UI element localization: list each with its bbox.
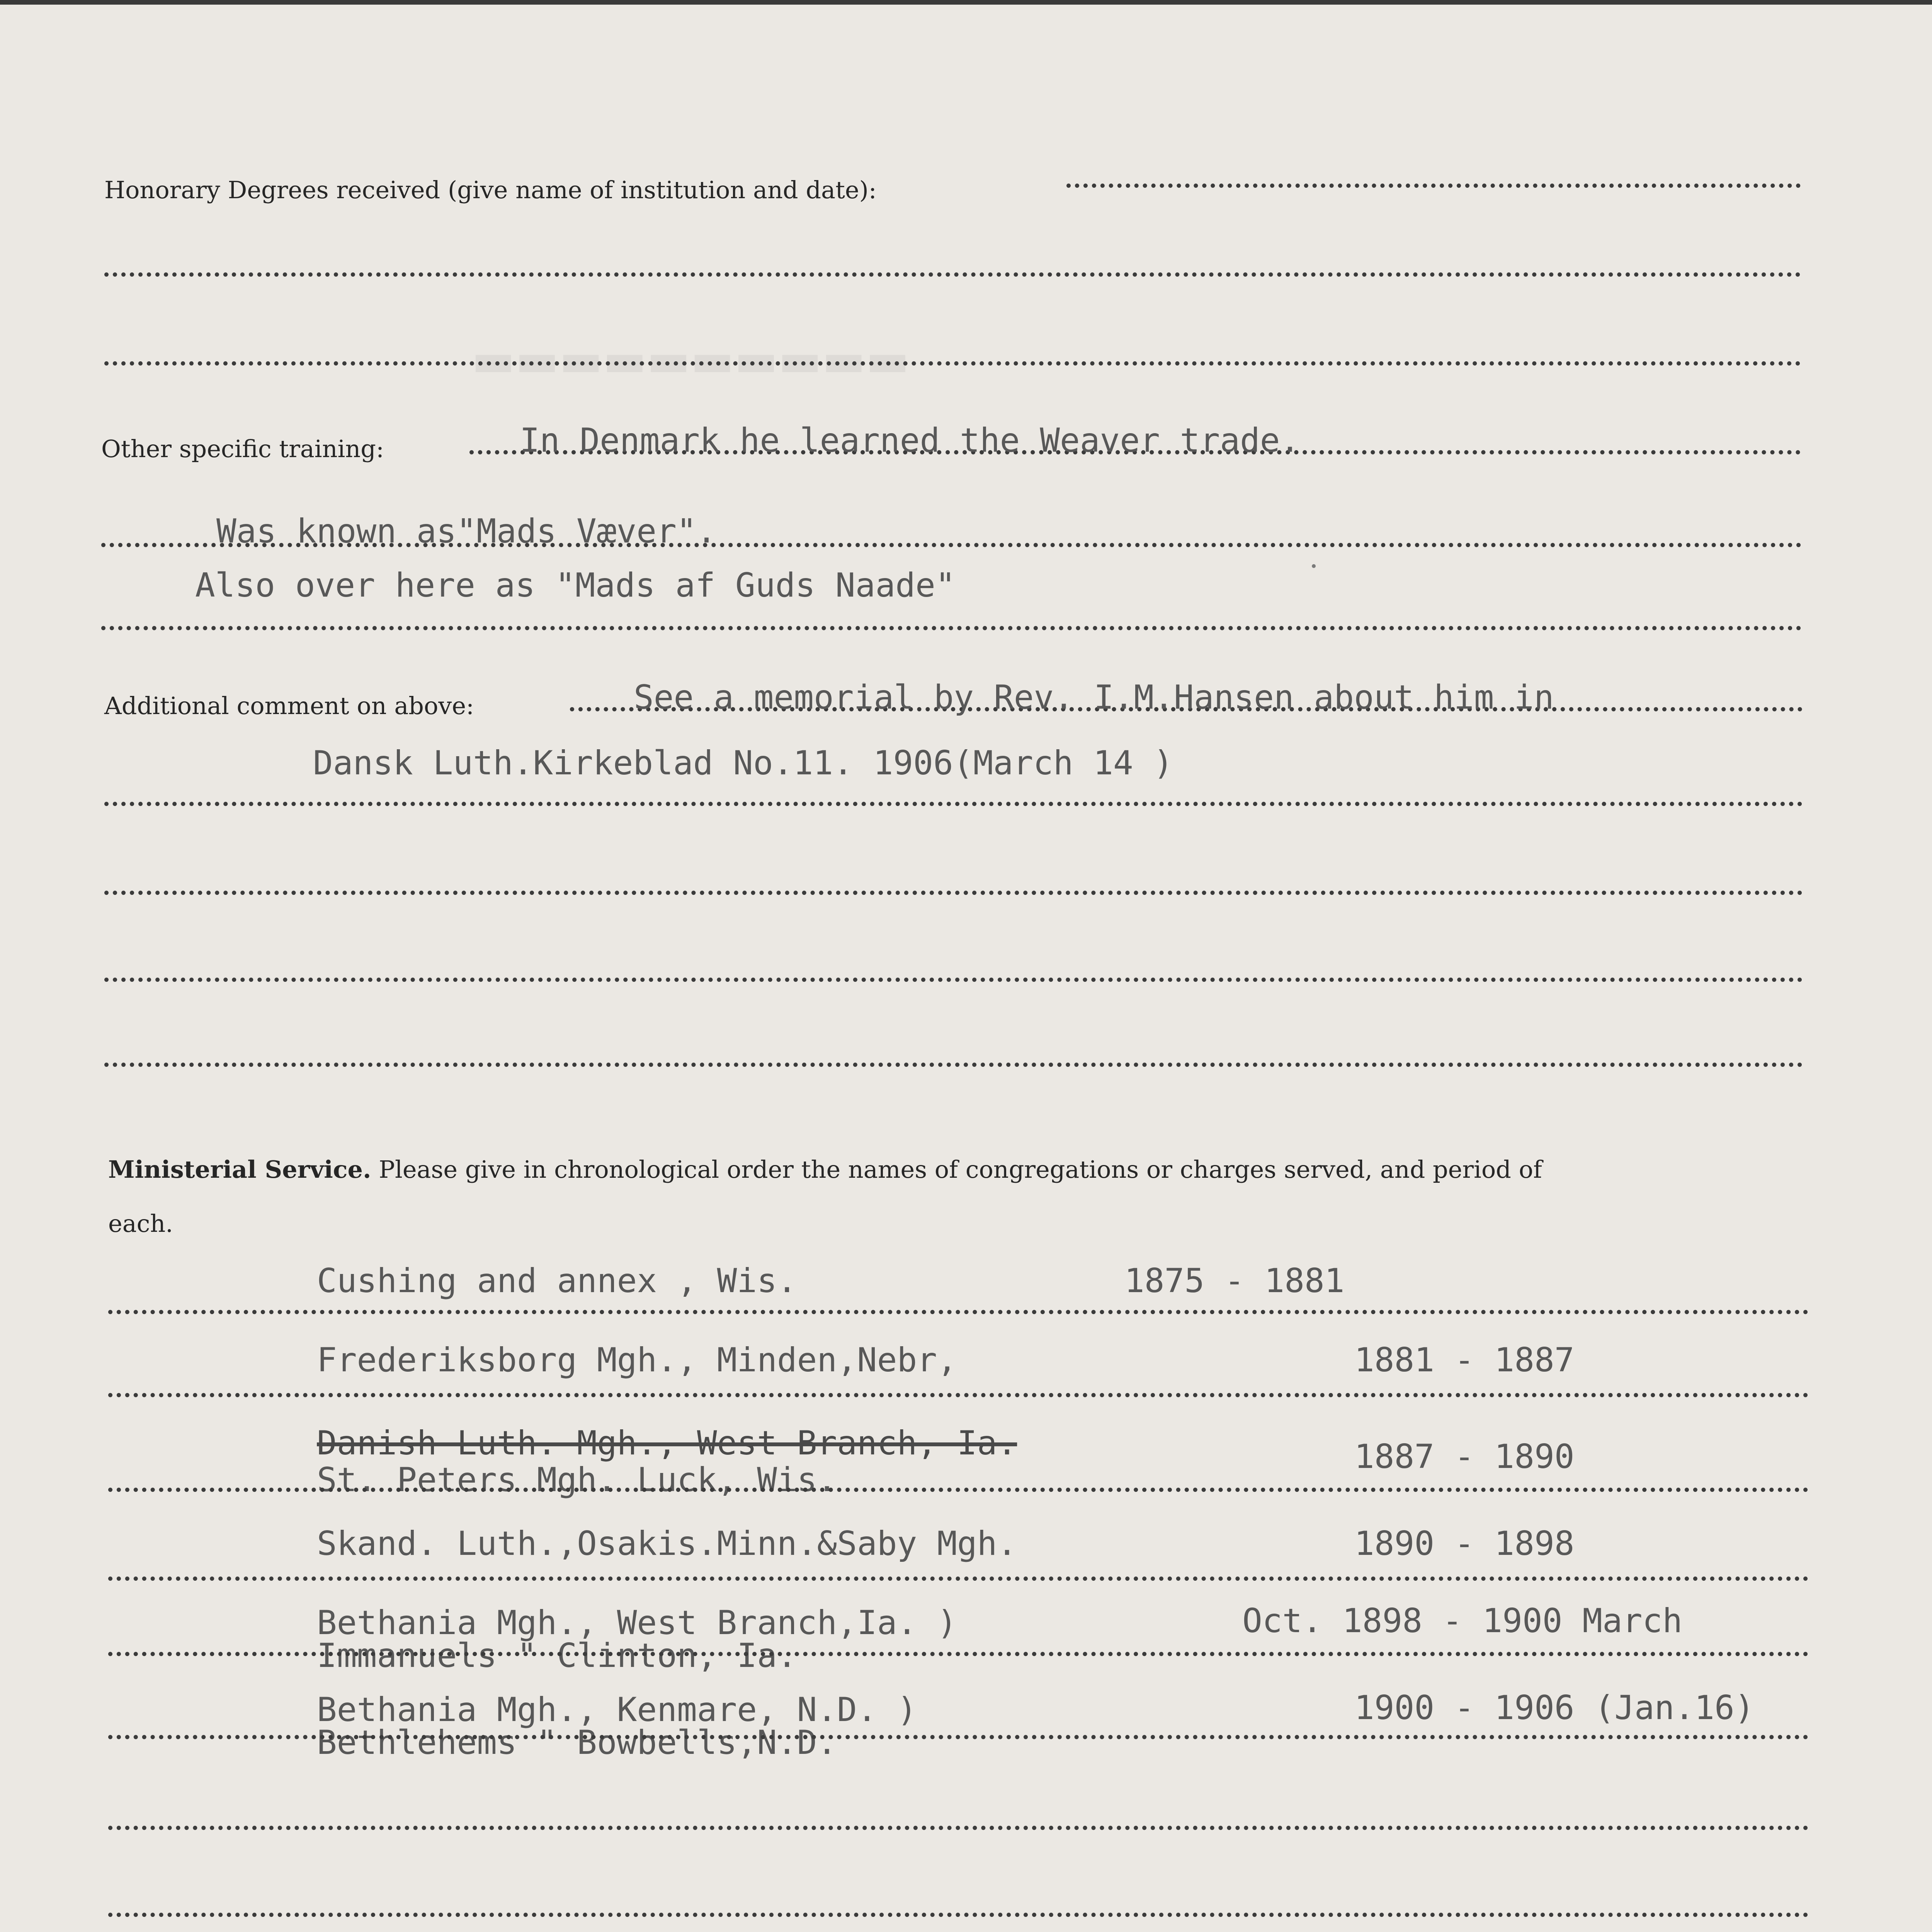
ministerial-service-each: each.	[108, 1209, 173, 1238]
ministerial-service-heading	[108, 1155, 1542, 1184]
comment-line-3[interactable]	[104, 891, 1803, 895]
service-line-5[interactable]	[108, 1652, 1808, 1656]
service-row-6-place-2: Bethlehems " Bowbells,N.D.	[317, 1723, 837, 1762]
service-row-3-period: 1887 - 1890	[1354, 1437, 1575, 1476]
service-line-1[interactable]	[108, 1310, 1808, 1314]
training-text-3: Also over here as "Mads af Guds Naade"	[195, 566, 956, 605]
ministerial-service-instructions: Please give in chronological order the names of congregations or charges served, and period of	[379, 1155, 1542, 1184]
honorary-degrees-label: Honorary Degrees received (give name of institution and date):	[104, 176, 877, 204]
honorary-line-3[interactable]	[104, 361, 1801, 366]
service-line-4[interactable]	[108, 1577, 1808, 1581]
service-line-6[interactable]	[108, 1735, 1808, 1739]
service-row-5-period: Oct. 1898 - 1900 March	[1242, 1602, 1683, 1640]
honorary-line-2[interactable]	[104, 272, 1801, 277]
training-line-3[interactable]	[101, 626, 1801, 630]
training-text-1: In Denmark he learned the Weaver trade.	[520, 421, 1300, 460]
show-through-text: ▬▬▬▬▬▬▬▬▬▬	[471, 332, 910, 387]
stray-mark	[1312, 564, 1316, 568]
service-row-1-place: Cushing and annex , Wis.	[317, 1262, 797, 1300]
service-row-6-period: 1900 - 1906 (Jan.16)	[1354, 1689, 1755, 1727]
comment-line-5[interactable]	[104, 1063, 1803, 1067]
service-row-2-place: Frederiksborg Mgh., Minden,Nebr,	[317, 1341, 957, 1379]
service-row-6-place: Bethania Mgh., Kenmare, N.D. )	[317, 1690, 917, 1729]
service-row-3-place: St. Peters Mgh. Luck, Wis.	[317, 1461, 837, 1499]
service-line-7[interactable]	[108, 1826, 1808, 1830]
training-text-2: Was known as"Mads Væver".	[216, 512, 717, 551]
service-line-8[interactable]	[108, 1913, 1808, 1917]
comment-label: Additional comment on above:	[104, 692, 474, 720]
service-row-5-place: Bethania Mgh., West Branch,Ia. )	[317, 1604, 957, 1642]
comment-line-2[interactable]	[104, 802, 1803, 806]
comment-text-1: See a memorial by Rev. I.M.Hansen about him in	[634, 678, 1554, 717]
comment-line-4[interactable]	[104, 978, 1803, 982]
honorary-line-1[interactable]	[1066, 184, 1801, 188]
service-row-4-period: 1890 - 1898	[1354, 1524, 1575, 1563]
service-row-2-period: 1881 - 1887	[1354, 1341, 1575, 1379]
service-row-3-struck-entry: Danish Luth. Mgh., West Branch, Ia.	[317, 1424, 1017, 1463]
comment-text-2: Dansk Luth.Kirkeblad No.11. 1906(March 14 )	[313, 744, 1173, 782]
service-line-3[interactable]	[108, 1488, 1808, 1492]
service-line-2[interactable]	[108, 1393, 1808, 1397]
ministerial-service-title: Ministerial Service.	[108, 1155, 371, 1184]
top-edge	[0, 0, 1932, 5]
training-label: Other specific training:	[101, 435, 384, 463]
service-row-5-place-2: Immanuels " Clinton, Ia.	[317, 1636, 797, 1675]
service-row-1-period: 1875 - 1881	[1124, 1262, 1345, 1300]
service-row-4-place: Skand. Luth.,Osakis.Minn.&Saby Mgh.	[317, 1524, 1017, 1563]
